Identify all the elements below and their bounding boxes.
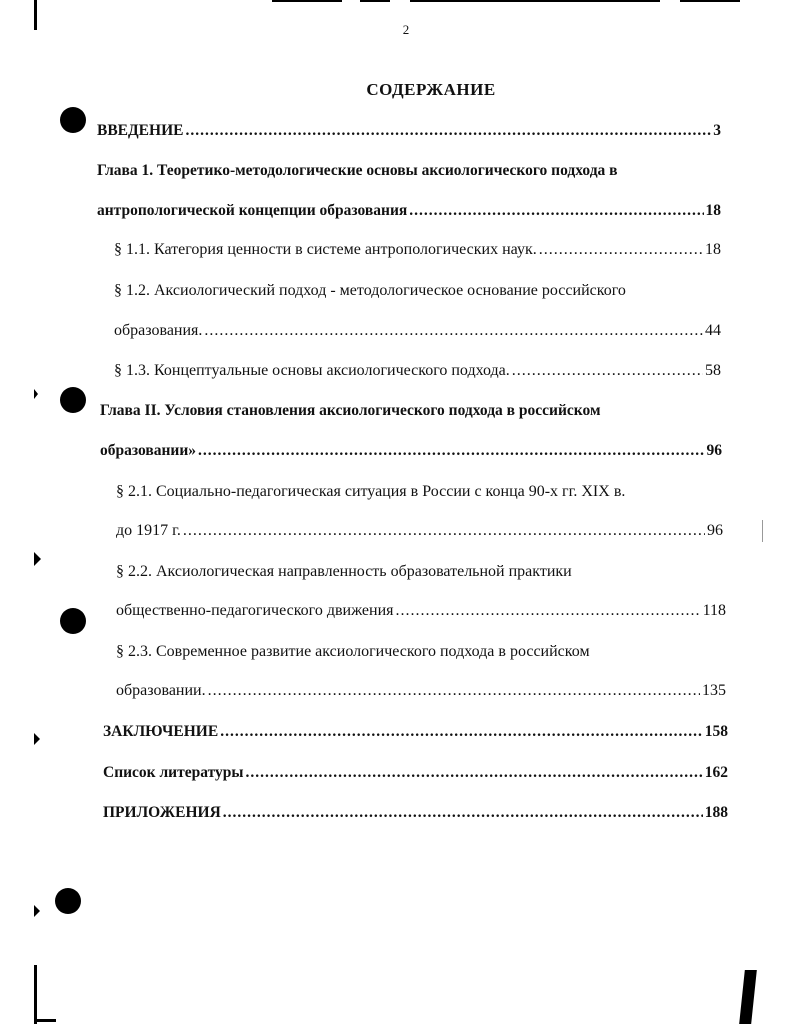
toc-entry-label: ПРИЛОЖЕНИЯ: [103, 804, 221, 821]
toc-entry-label: ВВЕДЕНИЕ: [97, 122, 184, 139]
toc-entry-label: образования.: [114, 322, 203, 339]
binding-mark: [34, 905, 40, 917]
toc-entry-page: 96: [706, 442, 722, 459]
toc-entry-section-1-2[interactable]: [114, 322, 721, 340]
toc-leader-dots: [204, 322, 703, 340]
toc-entry-section-1-2-line1: § 1.2. Аксиологический подход - методологическое основание российского: [114, 282, 626, 299]
toc-entry-label: антропологической концепции образования: [97, 202, 408, 219]
toc-entry-page: 96: [707, 522, 723, 539]
scan-rule-top: [360, 0, 390, 2]
toc-entry-page: 18: [705, 202, 721, 219]
toc-entry-chapter-1-line1: Глава 1. Теоретико-методологические основы аксиологического подхода в: [97, 162, 618, 179]
toc-entry-page: 118: [702, 602, 726, 619]
toc-leader-dots: [539, 241, 703, 259]
punch-hole: [60, 387, 86, 413]
toc-entry-page: 158: [704, 723, 728, 740]
toc-entry-label: общественно-педагогического движения: [116, 602, 394, 619]
toc-entry-intro[interactable]: [97, 122, 721, 140]
toc-entry-label: ЗАКЛЮЧЕНИЕ: [103, 723, 219, 740]
punch-hole: [55, 888, 81, 914]
toc-entry-page: 188: [704, 804, 728, 821]
binding-mark: [34, 389, 38, 399]
toc-leader-dots: [198, 442, 704, 460]
toc-entry-references[interactable]: [103, 764, 728, 782]
toc-entry-label: § 1.3. Концептуальные основы аксиологического подхода.: [114, 362, 510, 379]
toc-leader-dots: [396, 602, 701, 620]
toc-entry-section-2-3[interactable]: [116, 682, 726, 700]
toc-leader-dots: [185, 122, 711, 140]
toc-entry-section-2-3-line1: § 2.3. Современное развитие аксиологического подхода в российском: [116, 643, 590, 660]
toc-leader-dots: [220, 723, 703, 741]
toc-entry-chapter-1[interactable]: [97, 202, 721, 220]
toc-entry-section-2-2[interactable]: [116, 602, 726, 620]
toc-leader-dots: [409, 202, 703, 220]
scan-border-left: [34, 965, 37, 1024]
toc-entry-appendices[interactable]: [103, 804, 728, 822]
page-number: 2: [402, 22, 410, 37]
toc-leader-dots: [208, 682, 700, 700]
scan-rule-top: [272, 0, 342, 2]
toc-entry-page: 58: [705, 362, 721, 379]
toc-entry-label: § 1.1. Категория ценности в системе антропологических наук.: [114, 241, 537, 258]
toc-entry-section-1-1[interactable]: [114, 241, 721, 259]
toc-entry-label: до 1917 г.: [116, 522, 181, 539]
toc-entry-section-2-1-line1: § 2.1. Социально-педагогическая ситуация в России с конца 90-х гг. XIX в.: [116, 483, 626, 500]
scan-edge-mark: [762, 520, 763, 542]
scan-edge-right: [739, 970, 757, 1024]
toc-entry-section-2-1[interactable]: [116, 522, 723, 540]
binding-mark: [34, 733, 40, 745]
scan-corner: [34, 1019, 56, 1022]
toc-entry-label: образовании.: [116, 682, 206, 699]
toc-entry-label: Список литературы: [103, 764, 244, 781]
toc-entry-label: образовании»: [100, 442, 197, 459]
toc-entry-page: 18: [705, 241, 721, 258]
toc-entry-page: 162: [704, 764, 728, 781]
toc-entry-chapter-2[interactable]: [100, 442, 722, 460]
punch-hole: [60, 107, 86, 133]
toc-entry-page: 44: [705, 322, 721, 339]
toc-leader-dots: [245, 764, 702, 782]
toc-entry-section-1-3[interactable]: [114, 362, 721, 380]
toc-leader-dots: [512, 362, 703, 380]
toc-leader-dots: [183, 522, 705, 540]
toc-entry-chapter-2-line1: Глава II. Условия становления аксиологического подхода в российском: [100, 402, 601, 419]
binding-mark: [34, 552, 41, 566]
scan-rule-top: [680, 0, 740, 2]
toc-entry-page: 3: [713, 122, 721, 139]
toc-entry-conclusion[interactable]: [103, 723, 728, 741]
toc-entry-section-2-2-line1: § 2.2. Аксиологическая направленность образовательной практики: [116, 563, 572, 580]
page-title: СОДЕРЖАНИЕ: [366, 80, 496, 99]
punch-hole: [60, 608, 86, 634]
toc-entry-page: 135: [702, 682, 726, 699]
toc-leader-dots: [223, 804, 703, 822]
scan-rule-top: [410, 0, 660, 2]
